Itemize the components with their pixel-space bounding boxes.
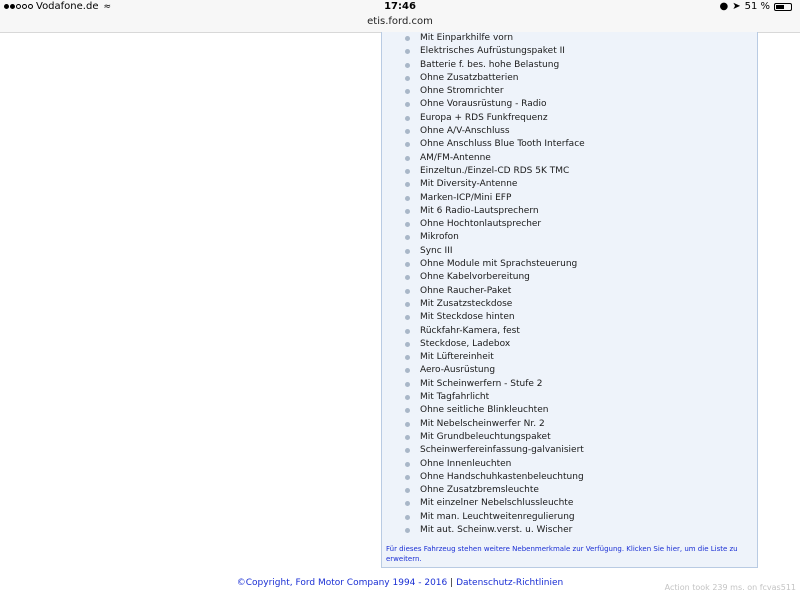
bullet-icon [405,76,410,81]
feature-label: Elektrisches Aufrüstungspaket II [420,46,565,57]
bullet-icon [405,63,410,68]
feature-label: Rückfahr-Kamera, fest [420,325,520,336]
feature-label: Mit Grundbeleuchtungspaket [420,431,551,442]
feature-label: Ohne Raucher-Paket [420,285,512,296]
feature-item [382,72,585,85]
bullet-icon [405,382,410,387]
feature-item [382,444,585,457]
bullet-icon [405,169,410,174]
feature-item [382,431,585,444]
feature-label: Mit Scheinwerfern - Stufe 2 [420,378,543,389]
carrier-name: Vodafone.de [36,1,99,12]
feature-label: Mit Nebelscheinwerfer Nr. 2 [420,418,545,429]
feature-item [382,258,585,271]
bullet-icon [405,142,410,147]
copyright-link[interactable]: ©Copyright, Ford Motor Company 1994 - 2016 [236,578,448,588]
feature-item [382,192,585,205]
feature-label: Mit Steckdose hinten [420,312,515,323]
feature-panel [381,32,758,568]
bullet-icon [405,222,410,227]
bullet-icon [405,302,410,307]
bullet-icon [405,182,410,187]
feature-label: Ohne Handschuhkastenbeleuchtung [420,471,584,482]
feature-item [382,165,585,178]
status-bar [0,0,800,15]
feature-item [382,125,585,138]
feature-item [382,311,585,324]
feature-item [382,178,585,191]
bullet-icon [405,528,410,533]
bullet-icon [405,329,410,334]
bullet-icon [405,262,410,267]
feature-item [382,112,585,125]
feature-item [382,205,585,218]
bullet-icon [405,342,410,347]
url-text[interactable]: etis.ford.com [367,16,433,27]
feature-item [382,351,585,364]
feature-item [382,245,585,258]
feature-label: Mit Lüftereinheit [420,352,494,363]
address-bar[interactable] [0,15,800,33]
feature-item [382,271,585,284]
bullet-icon [405,209,410,214]
feature-label: Ohne Anschluss Blue Tooth Interface [420,139,585,150]
feature-label: Sync III [420,245,453,256]
feature-label: Steckdose, Ladebox [420,338,511,349]
feature-label: Ohne Innenleuchten [420,458,512,469]
bullet-icon [405,235,410,240]
feature-label: Mit einzelner Nebelschlussleuchte [420,498,574,509]
feature-label: Batterie f. bes. hohe Belastung [420,59,560,70]
bullet-icon [405,462,410,467]
feature-item [382,85,585,98]
feature-item [382,231,585,244]
bullet-icon [405,275,410,280]
feature-item [382,378,585,391]
feature-label: Mit Diversity-Antenne [420,179,518,190]
feature-item [382,32,585,45]
bullet-icon [405,49,410,54]
bullet-icon [405,395,410,400]
rotation-lock-icon: ● [719,1,729,12]
feature-label: Ohne Zusatzbremsleuchte [420,485,539,496]
feature-item [382,218,585,231]
feature-item [382,59,585,72]
bullet-icon [405,475,410,480]
bullet-icon [405,129,410,134]
bullet-icon [405,501,410,506]
footer-separator: | [450,578,454,588]
feature-label: Ohne seitliche Blinkleuchten [420,405,549,416]
location-icon: ➤ [732,1,741,12]
feature-label: Mit 6 Radio-Lautsprechern [420,205,539,216]
status-right [719,1,792,12]
bullet-icon [405,368,410,373]
feature-label: Ohne Stromrichter [420,86,504,97]
feature-item [382,524,585,537]
feature-label: Ohne Kabelvorbereitung [420,272,530,283]
feature-item [382,98,585,111]
battery-percent: 51 % [744,1,770,12]
bullet-icon [405,355,410,360]
feature-item [382,364,585,377]
feature-item [382,391,585,404]
bullet-icon [405,289,410,294]
bullet-icon [405,422,410,427]
bullet-icon [405,488,410,493]
bullet-icon [405,196,410,201]
feature-item [382,138,585,151]
bullet-icon [405,89,410,94]
feature-label: Aero-Ausrüstung [420,365,496,376]
bullet-icon [405,448,410,453]
feature-item [382,325,585,338]
feature-item [382,471,585,484]
bullet-icon [405,116,410,121]
bullet-icon [405,435,410,440]
bullet-icon [405,36,410,41]
feature-item [382,497,585,510]
feature-label: Ohne Module mit Sprachsteuerung [420,259,578,270]
bullet-icon [405,102,410,107]
feature-item [382,152,585,165]
feature-item [382,458,585,471]
privacy-link[interactable]: Datenschutz-Richtlinien [456,578,564,588]
feature-label: AM/FM-Antenne [420,152,491,163]
wifi-icon: ≈ [103,1,112,12]
feature-item [382,45,585,58]
feature-item [382,285,585,298]
expand-features-link[interactable]: Für dieses Fahrzeug stehen weitere Nebenmerkmale zur Verfügung. Klicken Sie hier, um die Liste zu erweitern. [386,545,738,563]
feature-label: Mikrofon [420,232,459,243]
feature-item [382,418,585,431]
feature-item [382,338,585,351]
feature-label: Ohne Vorausrüstung - Radio [420,99,547,110]
feature-item [382,484,585,497]
feature-label: Ohne Zusatzbatterien [420,72,519,83]
bullet-icon [405,156,410,161]
feature-label: Mit man. Leuchtweitenregulierung [420,511,575,522]
feature-label: Mit aut. Scheinw.verst. u. Wischer [420,524,573,535]
bullet-icon [405,315,410,320]
feature-item [382,511,585,524]
feature-item [382,298,585,311]
feature-label: Mit Tagfahrlicht [420,392,490,403]
feature-label: Einzeltun./Einzel-CD RDS 5K TMC [420,165,570,176]
feature-list [382,32,585,537]
clock: 17:46 [384,1,416,12]
feature-item [382,404,585,417]
feature-label: Europa + RDS Funkfrequenz [420,112,548,123]
feature-label: Mit Einparkhilfe vorn [420,33,514,43]
battery-icon [774,3,792,11]
feature-label: Ohne Hochtonlautsprecher [420,219,542,230]
bullet-icon [405,408,410,413]
bullet-icon [405,249,410,254]
feature-label: Marken-ICP/Mini EFP [420,192,512,203]
bullet-icon [405,515,410,520]
timing-info: Action took 239 ms. on fcvas511 [664,583,796,592]
feature-label: Ohne A/V-Anschluss [420,126,510,137]
feature-label: Mit Zusatzsteckdose [420,298,513,309]
feature-label: Scheinwerfereinfassung-galvanisiert [420,445,584,456]
